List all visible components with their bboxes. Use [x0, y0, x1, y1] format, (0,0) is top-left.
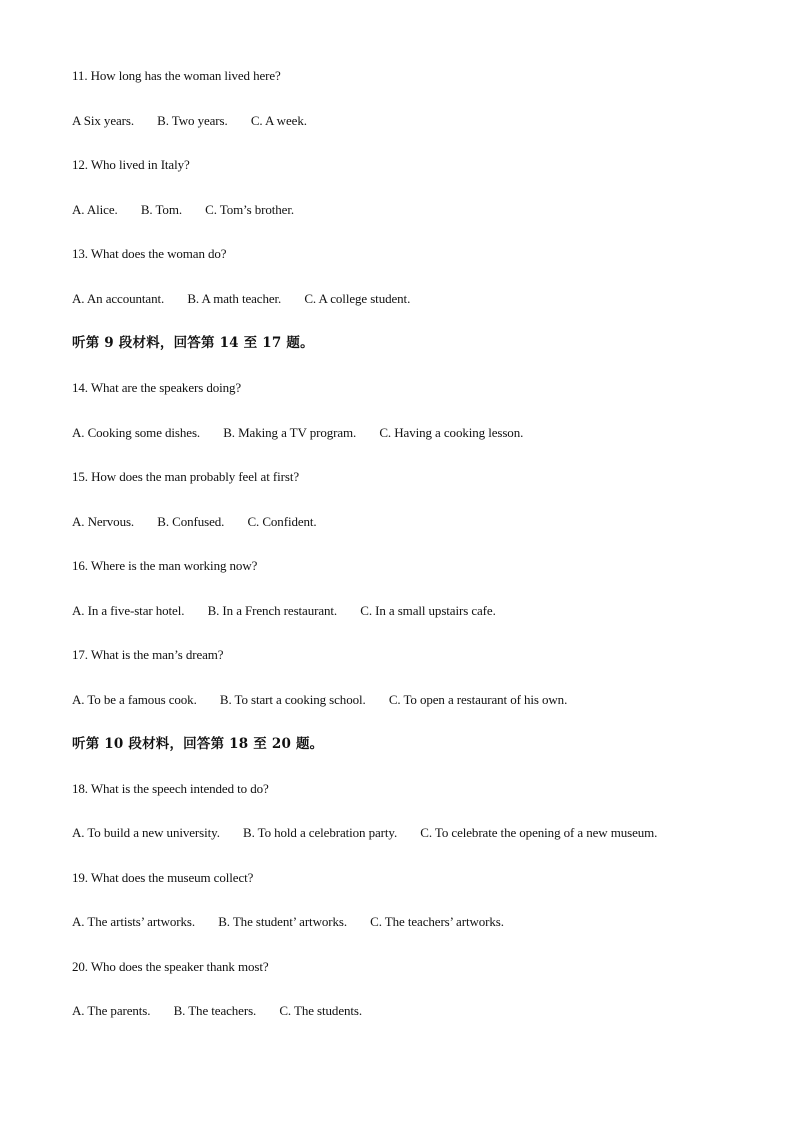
option-c: C. The students.: [279, 1003, 363, 1018]
option-a: A. In a five-star hotel.: [72, 603, 185, 618]
option-c: C. In a small upstairs cafe.: [360, 603, 496, 618]
options-13: [72, 291, 410, 307]
option-c: C. To celebrate the opening of a new museum.: [420, 825, 658, 840]
option-b: B. Making a TV program.: [223, 425, 357, 440]
question-20: 20. Who does the speaker thank most?: [72, 959, 269, 974]
options-18: [72, 825, 657, 841]
options-16: [72, 603, 496, 619]
question-15: 15. How does the man probably feel at first?: [72, 469, 300, 484]
option-a: A. The parents.: [72, 1003, 151, 1018]
section-heading-10: 听第 10 段材料，回答第 18 至 20 题。: [72, 736, 324, 752]
option-c: C. Confident.: [247, 514, 317, 529]
options-12: [72, 202, 294, 218]
option-a: A. To be a famous cook.: [72, 692, 197, 707]
option-a: A. Nervous.: [72, 514, 135, 529]
options-17: [72, 692, 567, 708]
option-c: C. The teachers’ artworks.: [370, 914, 504, 929]
option-c: C. To open a restaurant of his own.: [388, 692, 568, 707]
option-b: B. Two years.: [157, 113, 228, 128]
option-b: B. Tom.: [140, 202, 182, 217]
option-b: B. The teachers.: [173, 1003, 257, 1018]
options-19: [72, 914, 504, 930]
section-heading-9: 听第 9 段材料，回答第 14 至 17 题。: [72, 335, 314, 351]
option-a: A. The artists’ artworks.: [72, 914, 196, 929]
question-16: 16. Where is the man working now?: [72, 558, 258, 573]
option-a: A. An accountant.: [72, 291, 165, 306]
question-19: 19. What does the museum collect?: [72, 870, 254, 885]
option-c: C. A college student.: [304, 291, 411, 306]
option-c: C. A week.: [250, 113, 307, 128]
question-12: 12. Who lived in Italy?: [72, 157, 190, 172]
option-a: A. Cooking some dishes.: [72, 425, 201, 440]
option-c: C. Tom’s brother.: [205, 202, 295, 217]
option-b: B. Confused.: [157, 514, 225, 529]
options-11: [72, 113, 307, 129]
option-a: A Six years.: [72, 113, 134, 128]
option-c: C. Having a cooking lesson.: [379, 425, 524, 440]
question-18: 18. What is the speech intended to do?: [72, 781, 269, 796]
option-b: B. To start a cooking school.: [219, 692, 366, 707]
options-14: [72, 425, 523, 441]
question-17: 17. What is the man’s dream?: [72, 647, 224, 662]
option-a: A. Alice.: [72, 202, 118, 217]
option-b: B. A math teacher.: [187, 291, 282, 306]
question-13: 13. What does the woman do?: [72, 246, 227, 261]
option-b: B. In a French restaurant.: [207, 603, 338, 618]
question-14: 14. What are the speakers doing?: [72, 380, 242, 395]
option-b: B. To hold a celebration party.: [243, 825, 398, 840]
options-20: [72, 1003, 362, 1019]
option-a: A. To build a new university.: [72, 825, 220, 840]
option-b: B. The student’ artworks.: [218, 914, 347, 929]
options-15: [72, 514, 317, 530]
question-11: 11. How long has the woman lived here?: [72, 68, 281, 83]
